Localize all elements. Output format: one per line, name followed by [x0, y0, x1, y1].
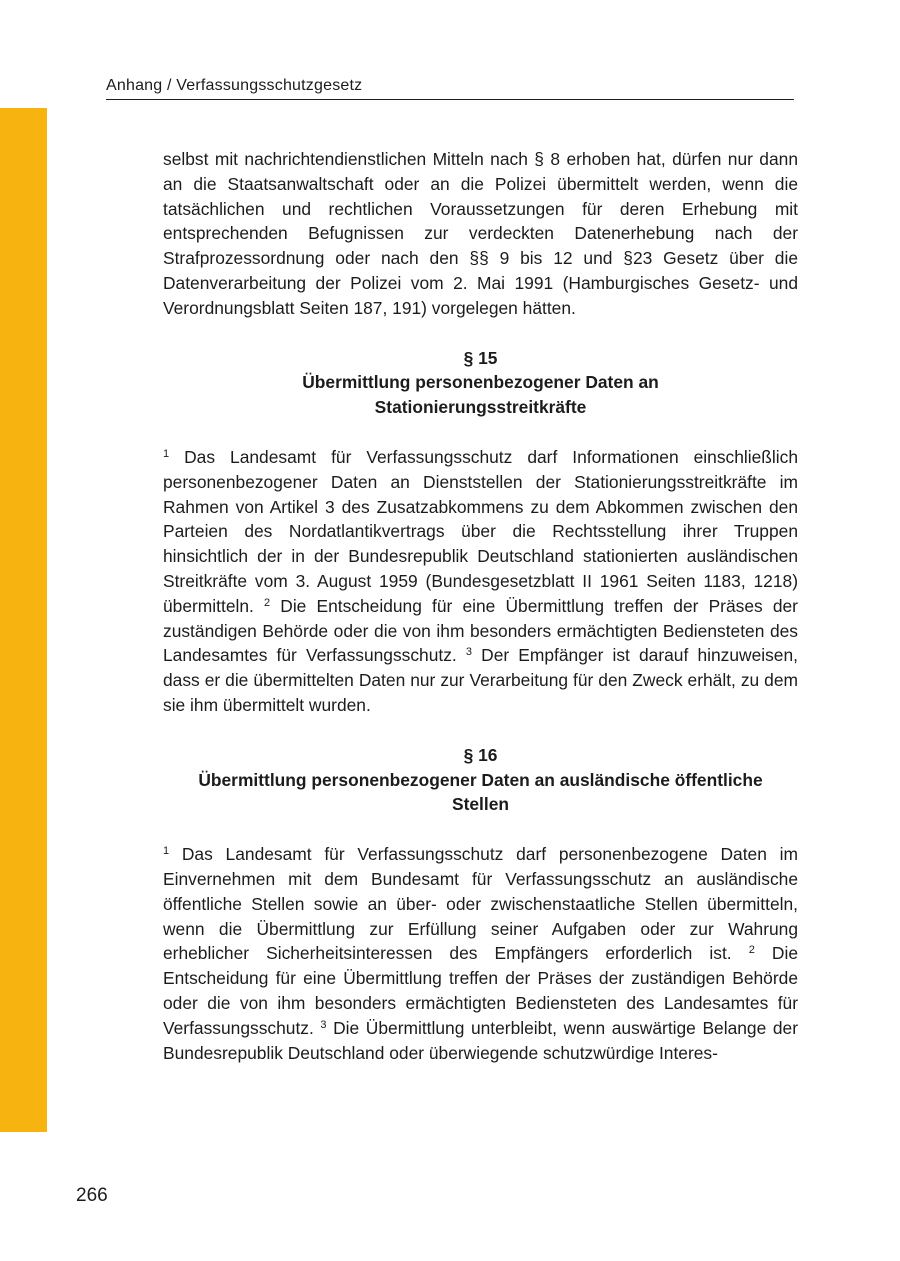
section-heading: [163, 743, 798, 817]
section-paragraph: [163, 445, 798, 718]
section-number: § 16: [463, 744, 498, 765]
page-number: 266: [76, 1185, 108, 1206]
section-title-line1: Übermittlung personenbezogener Daten an: [302, 372, 659, 393]
section-number: § 15: [463, 347, 498, 368]
sentence-text: Die Übermittlung unterbleibt, wenn auswärtige Belange der Bundesrepublik Deutschland oder überwiegende schutzwürdige Interes-: [163, 1017, 798, 1063]
running-header: Anhang / Verfassungsschutzgesetz: [106, 76, 794, 100]
intro-paragraph: selbst mit nachrichtendienstlichen Mitteln nach § 8 erhoben hat, dürfen nur dann an die Staatsanwaltschaft oder an die Polizei übermittelt werden, wenn die tatsächlichen und rechtlichen Voraussetzungen für deren Erhebung mit entsprechenden Befugnissen zur verdeckten Datenerhebung nach der Strafprozessordnung oder nach den §§ 9 bis 12 und §23 Gesetz über die Datenverarbeitung der Polizei vom 2. Mai 1991 (Hamburgisches Gesetz- und Verordnungsblatt Seiten 187, 191) vorgelegen hätten.: [163, 149, 798, 318]
section-title-line2: Stationierungsstreitkräfte: [374, 397, 587, 418]
sentence-marker: 2: [748, 944, 755, 957]
sentence-text: Das Landesamt für Verfassungsschutz darf Informationen einschließlich personenbezogener Daten an Dienststellen der Stationierungsstreitkräfte im Rahmen von Artikel 3 des Zusatzabkommens zu dem Abkommen zwischen den Parteien des Nordatlantikvertrags über die Rechtsstellung ihrer Truppen hinsichtlich der in der Bundesrepublik Deutschland stationierten ausländischen Streitkräfte vom 3. August 1959 (Bundesgesetzblatt II 1961 Seiten 1183, 1218) übermitteln.: [163, 446, 798, 616]
sentence-text: Das Landesamt für Verfassungsschutz darf personenbezogene Daten im Einvernehmen mit dem Bundesamt für Verfassungsschutz an ausländische öffentliche Stellen sowie an über- oder zwischenstaatliche Stellen übermitteln, wenn die Übermittlung zur Erfüllung seiner Aufgaben oder zur Wahrung erheblicher Sicherheitsinteressen des Empfängers erforderlich ist.: [163, 844, 798, 964]
section-title-line2: Stellen: [451, 794, 510, 815]
sentence-marker: 1: [163, 845, 170, 858]
section-paragraph: [163, 842, 798, 1065]
sentence-text: Die Entscheidung für eine Übermittlung treffen der Präses der zuständigen Behörde oder die von ihm besonders ermächtigten Bediensteten des Landesamtes für Verfassungsschutz.: [163, 943, 798, 1038]
sentence-marker: 3: [320, 1018, 327, 1031]
sentence-marker: 1: [163, 447, 170, 460]
section-16: [163, 743, 798, 1066]
page-body: [163, 147, 798, 1065]
sentence-text: Die Entscheidung für eine Übermittlung treffen der Präses der zuständigen Behörde oder die von ihm besonders ermächtigten Bediensteten des Landesamtes für Verfassungsschutz.: [163, 595, 798, 666]
sentence-marker: 2: [264, 596, 271, 609]
sentence-text: Der Empfänger ist darauf hinzuweisen, dass er die übermittelten Daten nur zur Verarbeitung für den Zweck erhält, zu dem sie ihm übermittelt wurden.: [163, 645, 798, 715]
section-15: [163, 346, 798, 718]
side-color-bar: [0, 108, 47, 1132]
sentence-marker: 3: [465, 646, 473, 659]
section-heading: [163, 346, 798, 420]
section-title-line1: Übermittlung personenbezogener Daten an ausländische öffentliche: [198, 769, 763, 790]
